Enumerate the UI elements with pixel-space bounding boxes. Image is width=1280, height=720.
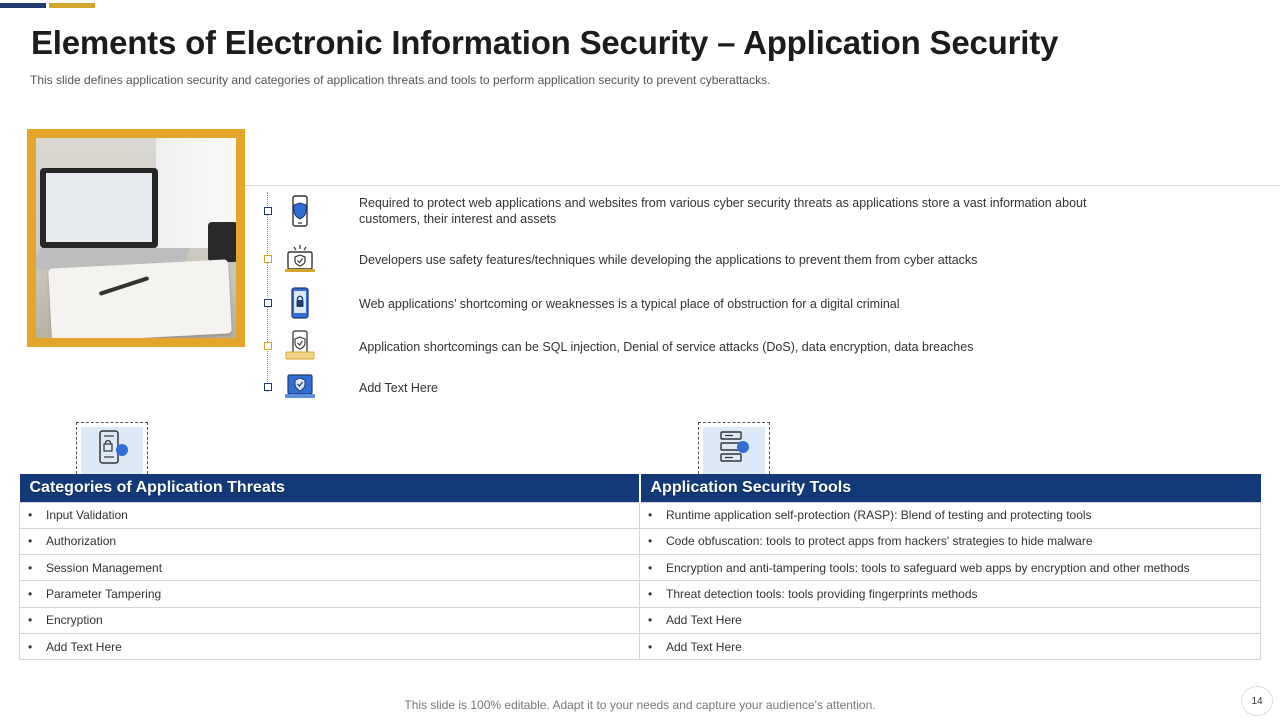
threat-item: Session Management — [46, 560, 163, 575]
bullet-dot: • — [28, 560, 33, 575]
bullet-dot: • — [648, 534, 653, 549]
point-text: Application shortcomings can be SQL injection, Denial of service attacks (DoS), data encryption, data breaches — [359, 340, 974, 354]
square-bullet — [264, 207, 272, 215]
accent-bar-gold — [49, 3, 95, 8]
table-cell — [640, 502, 1261, 528]
threat-item: Encryption — [46, 613, 103, 628]
tool-item: Add Text Here — [666, 613, 742, 628]
laptop-shield-icon — [284, 243, 316, 275]
table-cell — [20, 555, 640, 581]
table-cell — [640, 607, 1261, 633]
square-bullet — [264, 299, 272, 307]
footer-note: This slide is 100% editable. Adapt it to your needs and capture your audience's attention. — [404, 698, 876, 712]
bullet-dot: • — [28, 587, 33, 602]
mobile-shield-icon — [284, 195, 316, 227]
point-text: Add Text Here — [359, 381, 438, 395]
threat-item: Authorization — [46, 534, 117, 549]
tool-item: Threat detection tools: tools providing fingerprints methods — [666, 587, 978, 602]
server-security-icon — [714, 428, 754, 473]
table-cell — [640, 581, 1261, 607]
bullet-dot: • — [648, 560, 653, 575]
point-text: Web applications’ shortcoming or weaknesses is a typical place of obstruction for a digital criminal — [359, 297, 900, 311]
threat-item: Parameter Tampering — [46, 587, 162, 602]
table-row — [20, 555, 1261, 581]
table-cell — [640, 528, 1261, 554]
bullet-dot: • — [648, 508, 653, 523]
table-cell — [20, 633, 640, 659]
bullet-dot: • — [28, 508, 33, 523]
bullet-dot: • — [648, 639, 653, 654]
table-cell — [640, 555, 1261, 581]
phone-check-icon — [284, 330, 316, 362]
divider-line — [245, 185, 1280, 186]
table-row — [20, 502, 1261, 528]
bullet-dot: • — [28, 639, 33, 654]
threat-item: Add Text Here — [46, 639, 122, 654]
threat-item: Input Validation — [46, 508, 128, 523]
tool-item: Add Text Here — [666, 639, 742, 654]
page-subtitle: This slide defines application security and categories of application threats and tools to perform application security to prevent cyberattacks. — [30, 73, 771, 87]
page-title: Elements of Electronic Information Security – Application Security — [31, 24, 1059, 61]
table-header-row — [20, 474, 1261, 502]
table-cell — [20, 502, 640, 528]
table-row — [20, 633, 1261, 659]
tool-item: Encryption and anti-tampering tools: tools to safeguard web apps by encryption and other methods — [666, 560, 1190, 575]
bullet-dot: • — [648, 613, 653, 628]
threats-column-icon-box — [76, 422, 148, 474]
table-cell — [20, 528, 640, 554]
table-row — [20, 528, 1261, 554]
mobile-security-icon — [92, 428, 132, 473]
tool-item: Code obfuscation: tools to protect apps from hackers' strategies to hide malware — [666, 534, 1093, 549]
security-table — [19, 474, 1261, 660]
point-text: Developers use safety features/techniques while developing the applications to prevent them from cyber attacks — [359, 253, 978, 267]
bullet-dot: • — [28, 613, 33, 628]
table-cell — [20, 581, 640, 607]
square-bullet — [264, 255, 272, 263]
page-number: 14 — [1241, 686, 1273, 716]
table-cell — [20, 607, 640, 633]
square-bullet — [264, 383, 272, 391]
table-cell — [640, 633, 1261, 659]
accent-bar-blue — [0, 3, 46, 8]
threats-column-header: Categories of Application Threats — [20, 474, 640, 502]
point-text: Required to protect web applications and websites from various cyber security threats as applications store a vast information about customers, their interest and assets — [359, 196, 1087, 226]
mobile-lock-icon — [284, 287, 316, 319]
laptop-photo — [36, 138, 236, 338]
timeline-line — [267, 192, 268, 392]
tool-item: Runtime application self-protection (RASP): Blend of testing and protecting tools — [666, 508, 1092, 523]
tools-column-icon-box — [698, 422, 770, 474]
bullet-dot: • — [648, 587, 653, 602]
table-row — [20, 581, 1261, 607]
laptop-photo-frame — [27, 129, 245, 347]
laptop-check-icon — [284, 371, 316, 403]
tools-column-header: Application Security Tools — [640, 474, 1261, 502]
table-row — [20, 607, 1261, 633]
bullet-dot: • — [28, 534, 33, 549]
square-bullet — [264, 342, 272, 350]
